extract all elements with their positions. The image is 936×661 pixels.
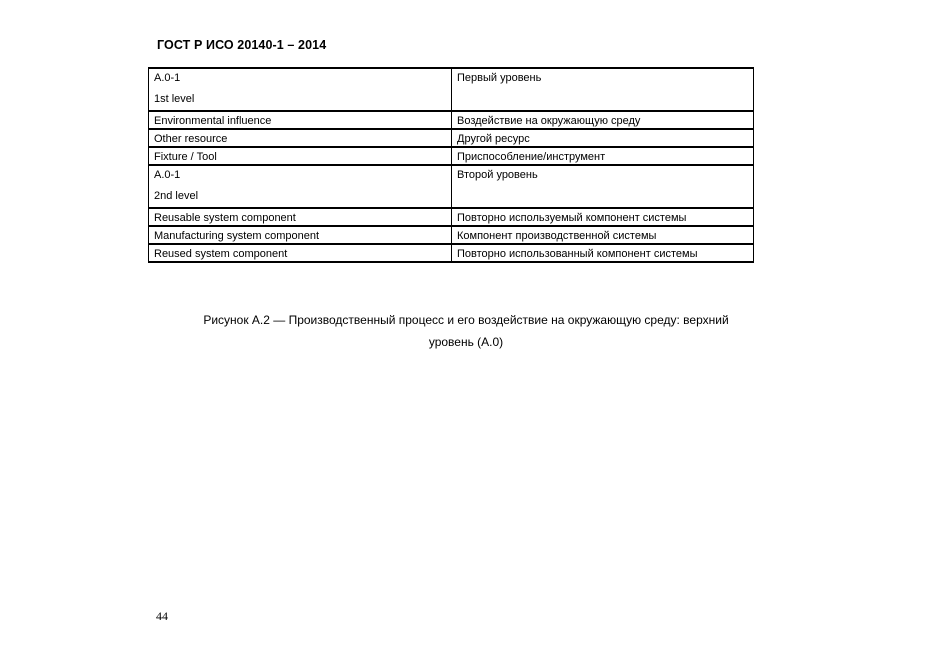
russian-term-cell: Приспособление/инструмент — [452, 147, 754, 165]
russian-term-cell: Другой ресурс — [452, 129, 754, 147]
russian-term-cell: Повторно используемый компонент системы — [452, 208, 754, 226]
table-row — [149, 129, 754, 147]
page-number: 44 — [156, 609, 168, 623]
english-term-cell: Environmental influence — [149, 111, 452, 129]
english-term-line2: 1st level — [154, 93, 195, 105]
english-term-line2: 2nd level — [154, 190, 199, 202]
table-row — [149, 208, 754, 226]
russian-term-cell: Повторно использованный компонент системы — [452, 244, 754, 262]
russian-term-cell: Воздействие на окружающую среду — [452, 111, 754, 129]
english-term-cell: Reused system component — [149, 244, 452, 262]
english-term-cell: Reusable system component — [149, 208, 452, 226]
table-row — [149, 111, 754, 129]
english-term-cell — [149, 165, 452, 208]
english-term-cell: Other resource — [149, 129, 452, 147]
english-term-cell: Fixture / Tool — [149, 147, 452, 165]
document-header: ГОСТ Р ИСО 20140-1 – 2014 — [157, 38, 327, 52]
english-term-cell — [149, 68, 452, 111]
english-term: A.0-1 — [154, 169, 181, 181]
table-row — [149, 226, 754, 244]
english-term: A.0-1 — [154, 72, 181, 84]
glossary-table — [148, 67, 754, 263]
table-row — [149, 244, 754, 262]
table-row — [149, 68, 754, 111]
figure-caption-line1: Рисунок А.2 — Производственный процесс и его воздействие на окружающую среду: верхний — [203, 313, 729, 327]
table-row — [149, 165, 754, 208]
english-term-cell: Manufacturing system component — [149, 226, 452, 244]
russian-term-cell: Второй уровень — [452, 165, 754, 208]
russian-term-cell: Первый уровень — [452, 68, 754, 111]
table-row — [149, 147, 754, 165]
figure-caption-line2: уровень (А.0) — [428, 335, 504, 349]
russian-term-cell: Компонент производственной системы — [452, 226, 754, 244]
figure-caption — [148, 309, 784, 353]
